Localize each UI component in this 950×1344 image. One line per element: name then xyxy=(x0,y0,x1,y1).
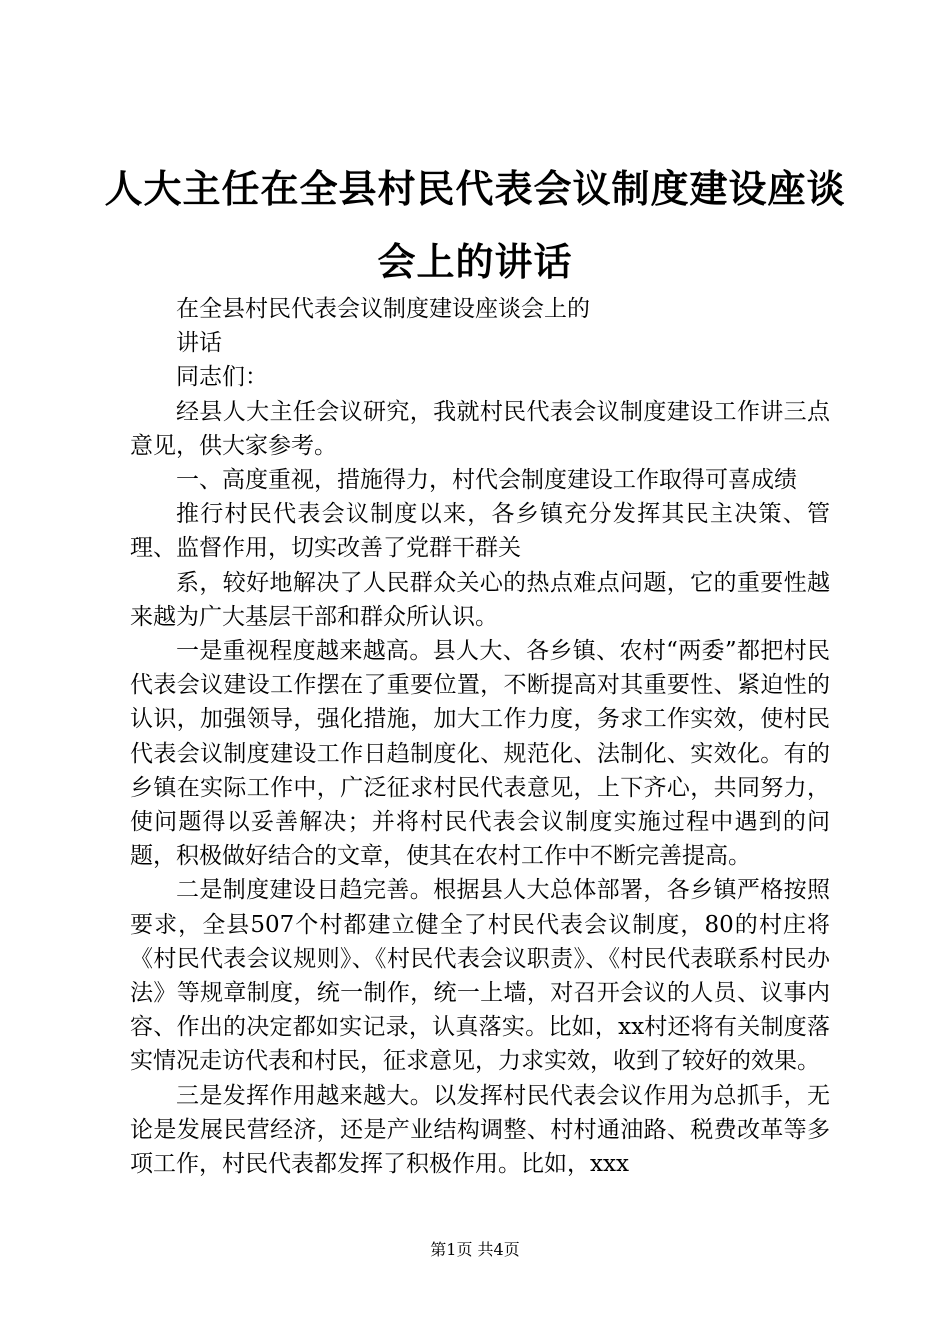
paragraph: 同志们： xyxy=(176,364,268,391)
paragraph: 系，较好地解决了人民群众关心的热点难点问题，它的重要性越来越为广大基层干部和群众所认识。 xyxy=(130,569,830,630)
page-number-footer: 第1页 共4页 xyxy=(430,1240,520,1259)
paragraph: 一、高度重视，措施得力，村代会制度建设工作取得可喜成绩 xyxy=(176,467,797,494)
document-body xyxy=(130,292,830,1181)
paragraph: 三是发挥作用越来越大。以发挥村民代表会议作用为总抓手，无论是发展民营经济，还是产业结构调整、村村通油路、税费改革等多项工作，村民代表都发挥了积极作用。比如，xxx xyxy=(130,1082,830,1178)
document-title: 人大主任在全县村民代表会议制度建设座谈会上的讲话 xyxy=(104,166,846,284)
paragraph: 一是重视程度越来越高。县人大、各乡镇、农村“两委”都把村民代表会议建设工作摆在了重要位置，不断提高对其重要性、紧迫性的认识，加强领导，强化措施，加大工作力度，务求工作实效，使村民代表会议制度建设工作日趋制度化、规范化、法制化、实效化。有的乡镇在实际工作中，广泛征求村民代表意见，上下齐心，共同努力，使问题得以妥善解决；并将村民代表会议制度实施过程中遇到的问题，积极做好结合的文章，使其在农村工作中不断完善提高。 xyxy=(130,638,830,870)
paragraph: 二是制度建设日趋完善。根据县人大总体部署，各乡镇严格按照要求，全县507个村都建立健全了村民代表会议制度，80的村庄将《村民代表会议规则》、《村民代表会议职责》、《村民代表联系村民办法》等规章制度，统一制作，统一上墙，对召开会议的人员、议事内容、作出的决定都如实记录，认真落实。比如，xx村还将有关制度落实情况走访代表和村民，征求意见，力求实效，收到了较好的效果。 xyxy=(130,877,830,1075)
paragraph: 在全县村民代表会议制度建设座谈会上的 xyxy=(176,296,590,322)
paragraph: 经县人大主任会议研究，我就村民代表会议制度建设工作讲三点意见，供大家参考。 xyxy=(130,398,830,459)
paragraph: 讲话 xyxy=(176,330,222,357)
paragraph: 推行村民代表会议制度以来，各乡镇充分发挥其民主决策、管理、监督作用，切实改善了党群干群关 xyxy=(130,501,830,562)
